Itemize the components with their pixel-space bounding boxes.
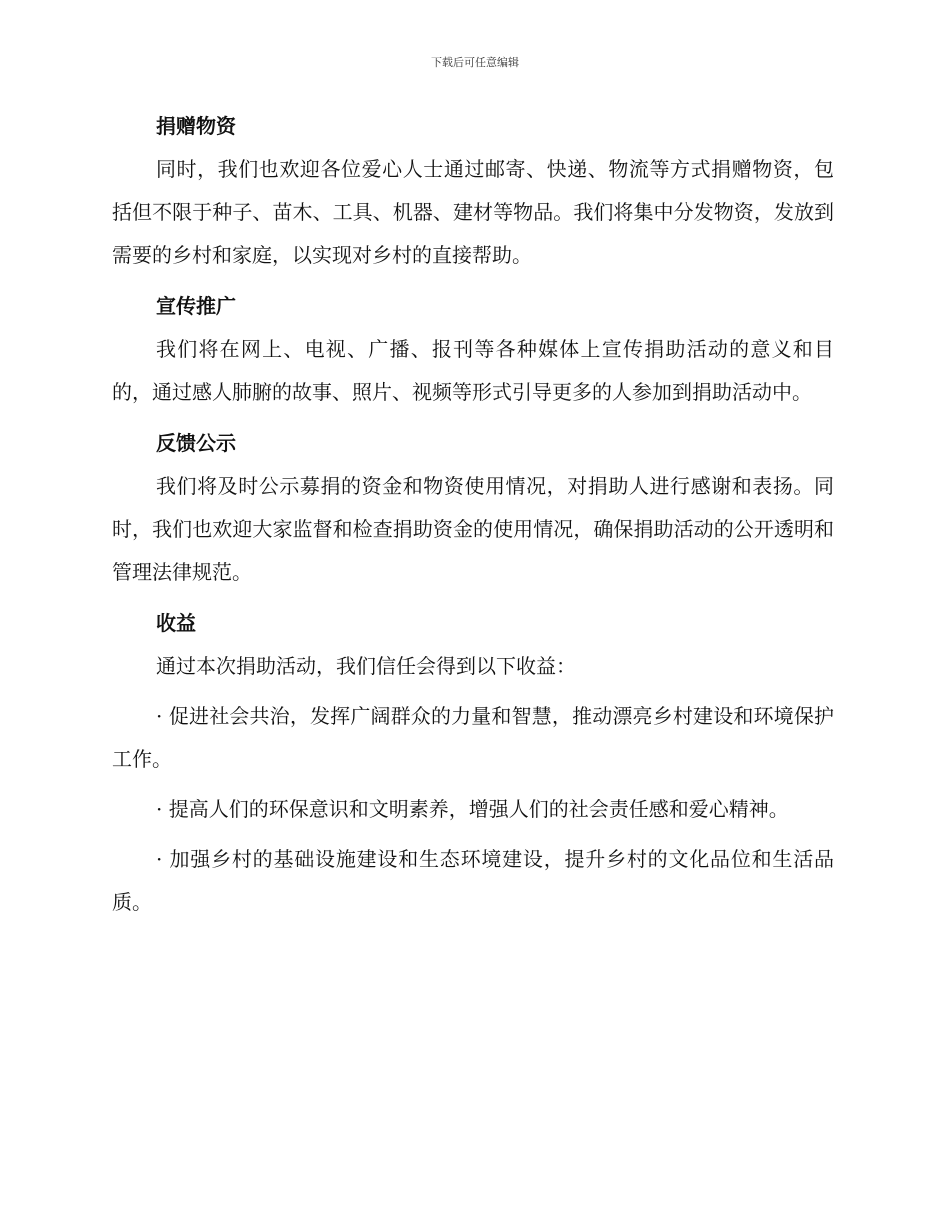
bullet-item: · 提高人们的环保意识和文明素养，增强人们的社会责任感和爱心精神。 <box>156 797 789 821</box>
paragraph: 我们将在网上、电视、广播、报刊等各种媒体上宣传捐助活动的意义和目的，通过感人肺腑的故事、照片、视频等形式引导更多的人参加到捐助活动中。 <box>112 337 834 404</box>
paragraph: 通过本次捐助活动，我们信任会得到以下收益： <box>156 654 576 678</box>
paragraph: 同时，我们也欢迎各位爱心人士通过邮寄、快递、物流等方式捐赠物资，包括但不限于种子、苗木、工具、机器、建材等物品。我们将集中分发物资，发放到需要的乡村和家庭，以实现对乡村的直接帮助。 <box>112 157 834 267</box>
bullet-item: · 加强乡村的基础设施建设和生态环境建设，提升乡村的文化品位和生活品质。 <box>112 847 834 914</box>
page-header: 下载后可任意编辑 <box>431 56 519 69</box>
section-title-donate-materials: 捐赠物资 <box>156 114 236 138</box>
section-title-feedback: 反馈公示 <box>156 431 236 455</box>
paragraph: 我们将及时公示募捐的资金和物资使用情况，对捐助人进行感谢和表扬。同时，我们也欢迎大家监督和检查捐助资金的使用情况，确保捐助活动的公开透明和管理法律规范。 <box>112 474 834 584</box>
section-title-benefits: 收益 <box>156 611 196 635</box>
section-title-promotion: 宣传推广 <box>156 294 236 318</box>
document-body <box>112 104 834 931</box>
bullet-item: · 促进社会共治，发挥广阔群众的力量和智慧，推动漂亮乡村建设和环境保护工作。 <box>112 704 834 771</box>
